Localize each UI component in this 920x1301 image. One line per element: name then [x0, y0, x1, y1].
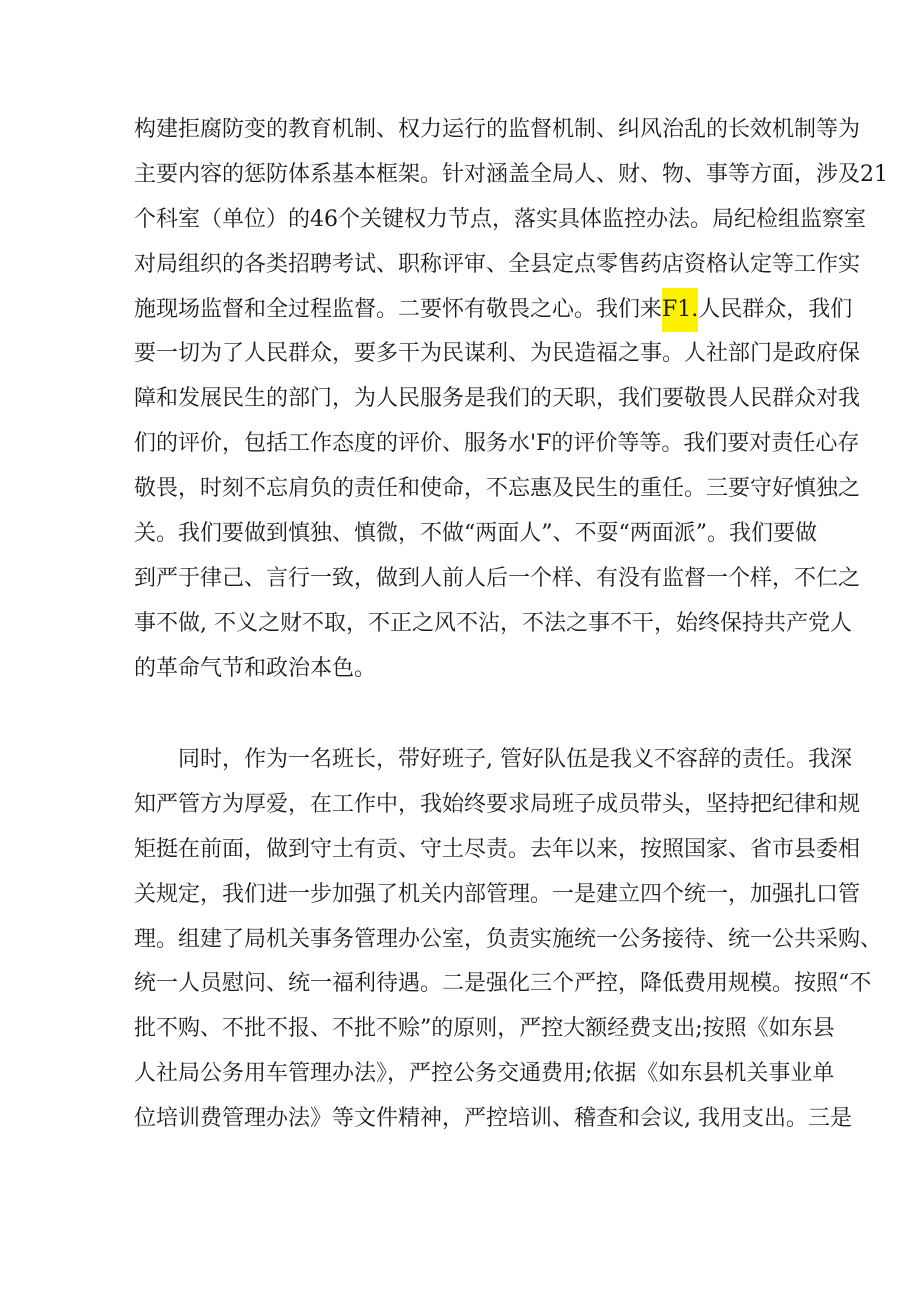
- highlighted-text: F1.: [662, 288, 698, 333]
- paragraph-1: [134, 108, 888, 692]
- text-line: [134, 288, 853, 333]
- text-line: 对局组织的各类招聘考试、职称评审、全县定点零售药店资格认定等工作实: [134, 251, 861, 277]
- text-line: 矩挺在前面，做到守土有贡、守土尽责。去年以来，按照国家、省市县委相: [134, 836, 861, 862]
- text-line: 人社局公务用车管理办法》，严控公务交通费用;依据《如东县机关事业单: [134, 1061, 835, 1087]
- paragraph-2: [134, 738, 883, 1142]
- text-line: 批不购、不批不报、不批不赊”的原则，严控大额经费支出;按照《如东县: [134, 1016, 835, 1042]
- text-line: 个科室（单位）的46个关键权力节点，落实具体监控办法。局纪检组监察室: [134, 206, 866, 232]
- text-line: 统一人员慰问、统一福利待遇。二是强化三个严控，降低费用规模。按照“不: [134, 971, 872, 997]
- text-line: 位培训费管理办法》等文件精神，严控培训、稽查和会议, 我用支出。三是: [134, 1106, 852, 1132]
- text-line: 关规定，我们进一步加强了机关内部管理。一是建立四个统一，加强扎口管: [134, 881, 861, 907]
- text-line: 敬畏，时刻不忘肩负的责任和使命，不忘惠及民生的重任。三要守好慎独之: [134, 476, 861, 502]
- text-line: 们的评价，包括工作态度的评价、服务水'F的评价等等。我们要对责任心存: [134, 431, 860, 457]
- text-line: 主要内容的惩防体系基本框架。针对涵盖全局人、财、物、事等方面，涉及21: [134, 161, 888, 187]
- text-line: 要一切为了人民群众，要多干为民谋利、为民造福之事。人社部门是政府保: [134, 341, 861, 367]
- text-segment: 施现场监督和全过程监督。二要怀有敬畏之心。我们来: [134, 296, 663, 322]
- text-line: 到严于律己、言行一致，做到人前人后一个样、有没有监督一个样，不仁之: [134, 565, 861, 591]
- text-segment: 人民群众，我们: [698, 296, 853, 322]
- text-line: 关。我们要做到慎独、慎微，不做“两面人”、不耍“两面派”。我们要做: [134, 521, 817, 547]
- text-line: 构建拒腐防变的教育机制、权力运行的监督机制、纠风治乱的长效机制等为: [134, 117, 861, 142]
- text-line: 同时，作为一名班长，带好班子, 管好队伍是我义不容辞的责任。我深: [178, 747, 852, 772]
- text-line: 理。组建了局机关事务管理办公室，负责实施统一公务接待、统一公共采购、: [134, 926, 883, 952]
- text-line: 知严管方为厚爱，在工作中，我始终要求局班子成员带头，坚持把纪律和规: [134, 791, 861, 817]
- text-line: 障和发展民生的部门，为人民服务是我们的天职，我们要敬畏人民群众对我: [134, 386, 861, 412]
- text-line: 的革命气节和政治本色。: [134, 655, 377, 681]
- text-line: 事不做, 不义之财不取，不正之风不沾，不法之事不干，始终保持共产党人: [134, 610, 852, 636]
